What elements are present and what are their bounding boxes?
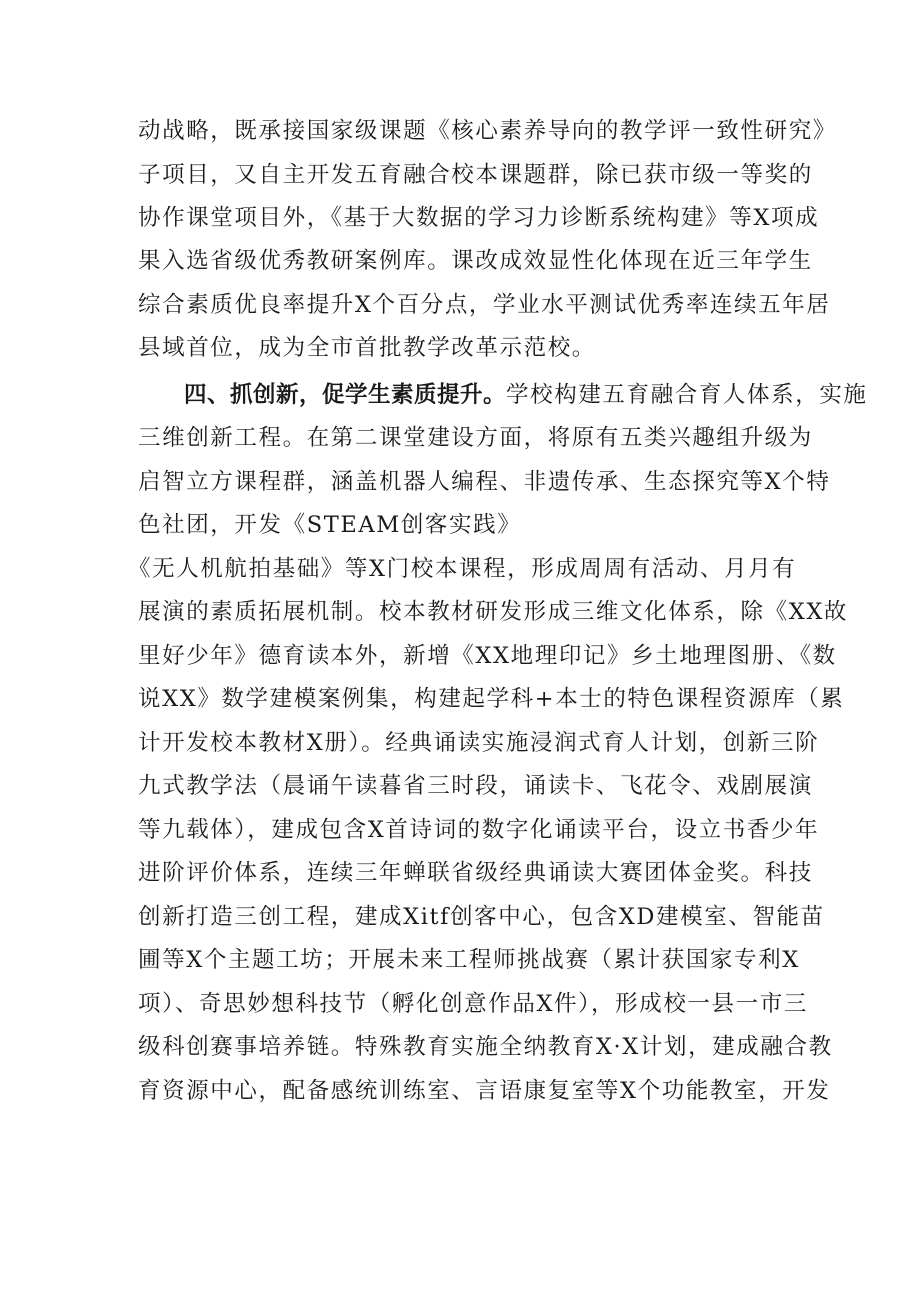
text-line: 级科创赛事培养链。特殊教育实施全纳教育X·X计划，建成融合教 [138, 1034, 833, 1060]
text-line: 子项目，又自主开发五育融合校本课题群，除已获市级一等奖的 [138, 162, 813, 188]
text-line: 《无人机航拍基础》等X门校本课程，形成周周有活动、月月有 [128, 556, 797, 582]
text-line [184, 380, 868, 410]
heading-continuation: 学校构建五育融合育人体系，实施 [506, 382, 868, 408]
text-line: 启智立方课程群，涵盖机器人编程、非遗传承、生态探究等X个特 [138, 469, 831, 495]
text-line: 圃等X个主题工坊；开展未来工程师挑战赛（累计获国家专利X [138, 947, 800, 973]
text-line: 展演的素质拓展机制。校本教材研发形成三维文化体系，除《XX故 [138, 599, 849, 625]
text-line: 综合素质优良率提升X个百分点，学业水平测试优秀率连续五年居 [138, 292, 831, 318]
text-line: 育资源中心，配备感统训练室、言语康复室等X个功能教室，开发 [138, 1078, 831, 1104]
text-line: 进阶评价体系，连续三年蝉联省级经典诵读大赛团体金奖。科技 [138, 860, 813, 886]
text-line: 协作课堂项目外，《基于大数据的学习力诊断系统构建》等X项成 [138, 205, 820, 231]
text-line: 果入选省级优秀教研案例库。课改成效显性化体现在近三年学生 [138, 248, 813, 274]
text-line: 创新打造三创工程，建成Xitf创客中心，包含XD建模室、智能苗 [138, 904, 825, 930]
text-line: 动战略，既承接国家级课题《核心素养导向的教学评一致性研究》 [138, 118, 837, 144]
text-line: 县域首位，成为全市首批教学改革示范校。 [138, 335, 596, 361]
text-line: 三维创新工程。在第二课堂建设方面，将原有五类兴趣组升级为 [138, 425, 813, 451]
text-line: 说XX》数学建模案例集，构建起学科+本士的特色课程资源库（累 [138, 686, 845, 712]
text-line: 计开发校本教材X册）。经典诵读实施浸润式育人计划，创新三阶 [138, 730, 820, 756]
text-line: 等九载体），建成包含X首诗词的数字化诵读平台，设立书香少年 [138, 817, 820, 843]
text-line: 九式教学法（晨诵午读暮省三时段，诵读卡、飞花令、戏剧展演 [138, 773, 813, 799]
text-line: 里好少年》德育读本外，新增《XX地理印记》乡土地理图册、《数 [138, 643, 837, 669]
text-line: 色社团，开发《STEAM创客实践》 [138, 512, 522, 538]
text-line: 项）、奇思妙想科技节（孵化创意作品X件），形成校一县一市三 [138, 991, 808, 1017]
section-heading: 四、抓创新，促学生素质提升。 [184, 382, 507, 408]
